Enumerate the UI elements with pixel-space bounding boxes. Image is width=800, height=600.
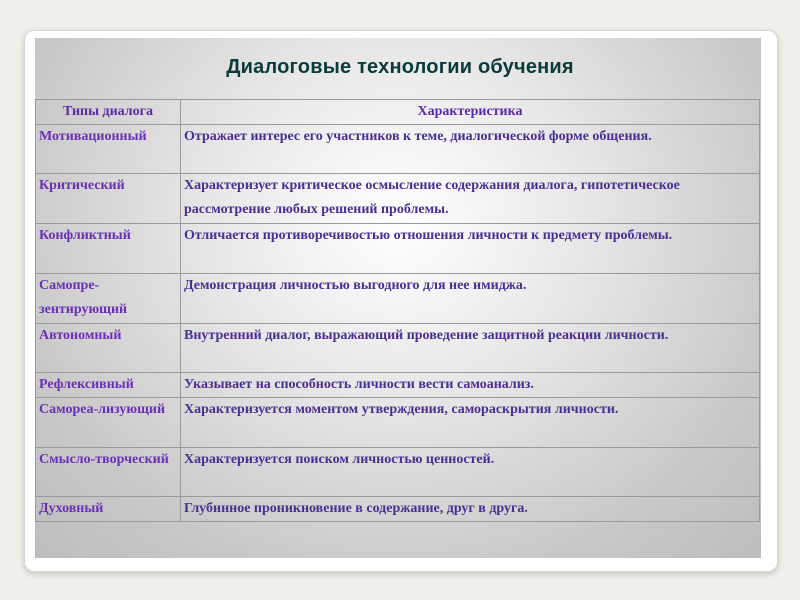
table-row [36, 224, 760, 274]
table-row [36, 373, 760, 398]
table-header-row [36, 100, 760, 125]
header-dialogue-types: Типы диалога [36, 100, 181, 125]
dialogue-type-cell: Самопре-зентирующий [36, 274, 181, 324]
dialogue-type-cell: Рефлексивный [36, 373, 181, 398]
header-characteristic: Характеристика [181, 100, 760, 125]
dialogue-type-cell: Конфликтный [36, 224, 181, 274]
characteristic-cell: Отражает интерес его участников к теме, диалогической форме общения. [181, 125, 760, 174]
characteristic-cell: Отличается противоречивостью отношения личности к предмету проблемы. [181, 224, 760, 274]
characteristic-cell: Демонстрация личностью выгодного для нее имиджа. [181, 274, 760, 324]
table-row [36, 398, 760, 448]
characteristic-cell: Характеризуется поиском личностью ценностей. [181, 448, 760, 497]
characteristic-cell: Характеризует критическое осмысление содержания диалога, гипотетическое рассмотрение любых решений проблемы. [181, 174, 760, 224]
characteristic-cell: Глубинное проникновение в содержание, друг в друга. [181, 497, 760, 522]
table-row [36, 174, 760, 224]
slide-title: Диалоговые технологии обучения [226, 56, 574, 78]
table-row [36, 497, 760, 522]
dialogue-type-cell: Самореа-лизующий [36, 398, 181, 448]
table-row [36, 324, 760, 373]
table-row [36, 274, 760, 324]
table-row [36, 125, 760, 174]
dialogue-type-cell: Духовный [36, 497, 181, 522]
table-row [36, 448, 760, 497]
characteristic-cell: Характеризуется моментом утверждения, самораскрытия личности. [181, 398, 760, 448]
dialogue-type-cell: Критический [36, 174, 181, 224]
characteristic-cell: Внутренний диалог, выражающий проведение защитной реакции личности. [181, 324, 760, 373]
dialogue-types-table [35, 99, 760, 522]
dialogue-type-cell: Мотивационный [36, 125, 181, 174]
dialogue-type-cell: Смысло-творческий [36, 448, 181, 497]
characteristic-cell: Указывает на способность личности вести самоанализ. [181, 373, 760, 398]
dialogue-type-cell: Автономный [36, 324, 181, 373]
